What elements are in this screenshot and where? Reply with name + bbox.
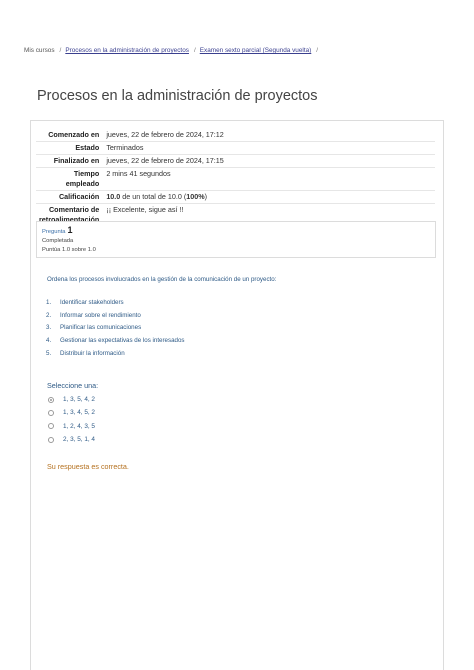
attempt-summary-table <box>36 129 435 226</box>
page-title: Procesos en la administración de proyectos <box>37 88 318 104</box>
question-label: Pregunta <box>42 229 66 235</box>
answer-feedback: Su respuesta es correcta. <box>47 462 129 471</box>
summary-label: Comenzado en <box>48 130 100 139</box>
summary-value: 2 mins 41 segundos <box>102 168 435 191</box>
breadcrumb-separator: / <box>193 47 196 54</box>
summary-label: Finalizado en <box>36 155 102 168</box>
breadcrumb-separator: / <box>59 47 62 54</box>
breadcrumb <box>24 47 322 54</box>
answer-option[interactable] <box>48 406 95 419</box>
question-status: Completada <box>42 238 74 244</box>
answer-option-label: 1, 2, 4, 3, 5 <box>63 422 95 430</box>
question-prompt: Ordena los procesos involucrados en la gestión de la comunicación de un proyecto: <box>47 276 277 283</box>
answer-option-label: 2, 3, 5, 1, 4 <box>63 436 95 444</box>
breadcrumb-course[interactable]: Procesos en la administración de proyectos <box>65 47 189 54</box>
question-content <box>36 264 436 484</box>
summary-row <box>36 129 435 142</box>
list-item-text: Distribuir la información <box>60 349 125 357</box>
answer-option[interactable] <box>48 393 95 406</box>
radio-icon[interactable] <box>48 410 54 416</box>
list-item <box>46 337 185 350</box>
summary-value: ¡¡ Excelente, sigue así !! <box>102 204 435 227</box>
list-item-text: Informar sobre el rendimiento <box>60 311 141 319</box>
answer-option[interactable] <box>48 433 95 446</box>
summary-label: Comentario de retroalimentación <box>36 204 102 227</box>
list-item-text: Identificar stakeholders <box>60 299 124 306</box>
select-one-label: Seleccione una: <box>47 381 99 390</box>
list-item <box>46 350 185 363</box>
answer-option[interactable] <box>48 420 95 433</box>
summary-value <box>102 191 435 204</box>
list-item-number: 5. <box>46 349 52 357</box>
list-item <box>46 312 185 325</box>
list-item-text: Gestionar las expectativas de los interesados <box>60 337 185 345</box>
question-info-box <box>36 221 436 258</box>
summary-label: Calificación <box>36 191 102 204</box>
grade-percent: 100% <box>186 192 205 201</box>
breadcrumb-separator: / <box>316 47 319 54</box>
question-score: Puntúa 1.0 sobre 1.0 <box>42 247 96 253</box>
answer-option-label: 1, 3, 4, 5, 2 <box>63 409 95 417</box>
summary-value: jueves, 22 de febrero de 2024, 17:12 <box>106 130 224 139</box>
question-number: 1 <box>67 225 73 235</box>
list-item-number: 4. <box>46 337 52 345</box>
answer-option-label: 1, 3, 5, 4, 2 <box>63 396 95 404</box>
grade-score: 10.0 <box>106 192 121 201</box>
list-item-number: 2. <box>46 311 52 319</box>
summary-row <box>36 155 435 168</box>
summary-value: jueves, 22 de febrero de 2024, 17:15 <box>102 155 435 168</box>
list-item <box>46 299 185 312</box>
list-item <box>46 324 185 337</box>
grade-end: ) <box>204 192 208 201</box>
summary-label: Estado <box>36 142 102 155</box>
radio-icon[interactable] <box>48 437 54 443</box>
radio-selected-icon[interactable] <box>48 397 54 403</box>
breadcrumb-exam[interactable]: Examen sexto parcial (Segunda vuelta) <box>199 47 312 54</box>
radio-icon[interactable] <box>48 423 54 429</box>
grade-mid: de un total de 10.0 ( <box>120 192 187 201</box>
summary-row <box>36 191 435 204</box>
summary-label: Tiempo empleado <box>36 168 102 191</box>
breadcrumb-mis-cursos[interactable]: Mis cursos <box>24 47 55 54</box>
summary-value: Terminados <box>102 142 435 155</box>
list-item-number: 3. <box>46 324 52 332</box>
process-list <box>46 299 185 362</box>
summary-row <box>36 168 435 191</box>
summary-row <box>36 142 435 155</box>
list-item-number: 1. <box>46 299 52 306</box>
answer-options <box>48 393 95 446</box>
list-item-text: Planificar las comunicaciones <box>60 324 142 332</box>
